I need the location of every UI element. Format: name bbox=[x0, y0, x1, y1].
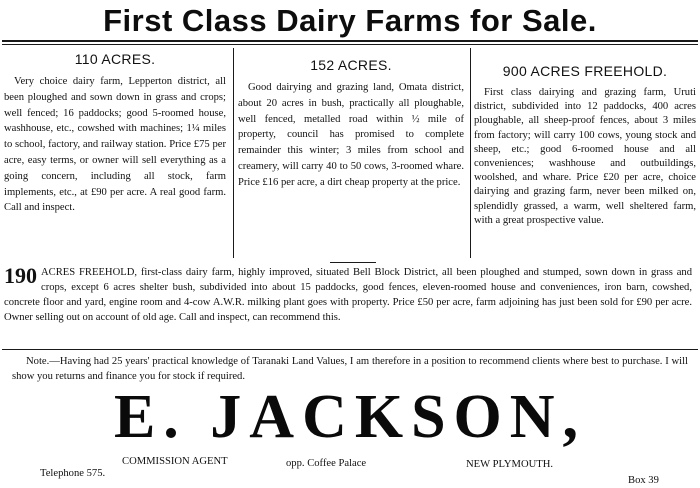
listing-152-acres bbox=[238, 50, 464, 191]
feature-listing bbox=[4, 263, 692, 326]
post-box: Box 39 bbox=[628, 475, 659, 486]
column-divider bbox=[233, 48, 234, 258]
feature-body: ACRES FREEHOLD, first-class dairy farm, highly improved, situated Bell Block District, all been ploughed and stumped, sown down in grass and crops, except 6 acres shelter bush, subdivided into about 15 paddocks, good fences, eleven-roomed house and conveniences, iron barn, cowshed, concrete floor and yard, engine room and 4-cow A.W.R. milking plant goes with property. Price £50 per acre, farm adjoining has just been sold for £90 per acre. Owner selling out on account of old age. Call and inspect, can recommend this. bbox=[4, 267, 692, 323]
agent-town: NEW PLYMOUTH. bbox=[466, 459, 554, 470]
listing-heading: 110 ACRES. bbox=[74, 51, 156, 67]
agent-title: COMMISSION AGENT bbox=[122, 456, 228, 467]
telephone: Telephone 575. bbox=[40, 468, 106, 479]
listing-900-acres bbox=[474, 50, 696, 228]
listing-body: First class dairying and grazing farm, Uruti district, subdivided into 12 paddocks, 400 acres ploughable, all sheep-proof fences, about 3 miles from factory; will carry 100 cows, young stock and sheep, etc.; good 6-roomed house and all conveniences; washhouse and outbuildings, woolshed, and whare. Price £20 per acre, choice dairying and grazing farm, never been milked on, splendidly grassed, a warm, well sheltered farm, with a great prospective value. bbox=[474, 87, 696, 226]
listing-110-acres bbox=[4, 50, 226, 216]
headline: First Class Dairy Farms for Sale. bbox=[103, 3, 597, 38]
mid-rule bbox=[2, 349, 698, 350]
listing-heading: 152 ACRES. bbox=[310, 57, 392, 73]
top-rule bbox=[2, 40, 698, 42]
agent-name: E. JACKSON, bbox=[113, 383, 587, 451]
agent-location: opp. Coffee Palace bbox=[286, 458, 367, 469]
top-rule-thin bbox=[2, 44, 698, 45]
column-divider bbox=[470, 48, 471, 258]
listing-body: Good dairying and grazing land, Omata district, about 20 acres in bush, practically all ploughable, well fenced, metalled road within ½ mile of property, council has promised to complete remainder this winter; 3 miles from school and creamery, will carry 40 to 50 cows, 3-roomed whare. Price £16 per acre, a dirt cheap property at the price. bbox=[238, 82, 464, 188]
listing-body: Very choice dairy farm, Lepperton district, all been ploughed and sown down in grass and crops; well fenced; 16 paddocks; good 5-roomed house, washhouse, etc., cowshed with machines; 1¼ miles to school, factory, and railway station. Price £75 per acre, easy terms, or owner will sell everything as a going concern, including all stock, farm implements, etc., at £90 per acre. A real good farm. Call and inspect. bbox=[4, 76, 226, 214]
listing-heading: 900 ACRES FREEHOLD. bbox=[502, 63, 668, 79]
short-divider bbox=[330, 262, 376, 263]
note-text: Note.—Having had 25 years' practical knowledge of Taranaki Land Values, I am therefore in a position to recommend clients where best to purchase. I will show you returns and finance you for stock if required. bbox=[12, 356, 688, 382]
feature-number: 190 bbox=[4, 263, 37, 288]
